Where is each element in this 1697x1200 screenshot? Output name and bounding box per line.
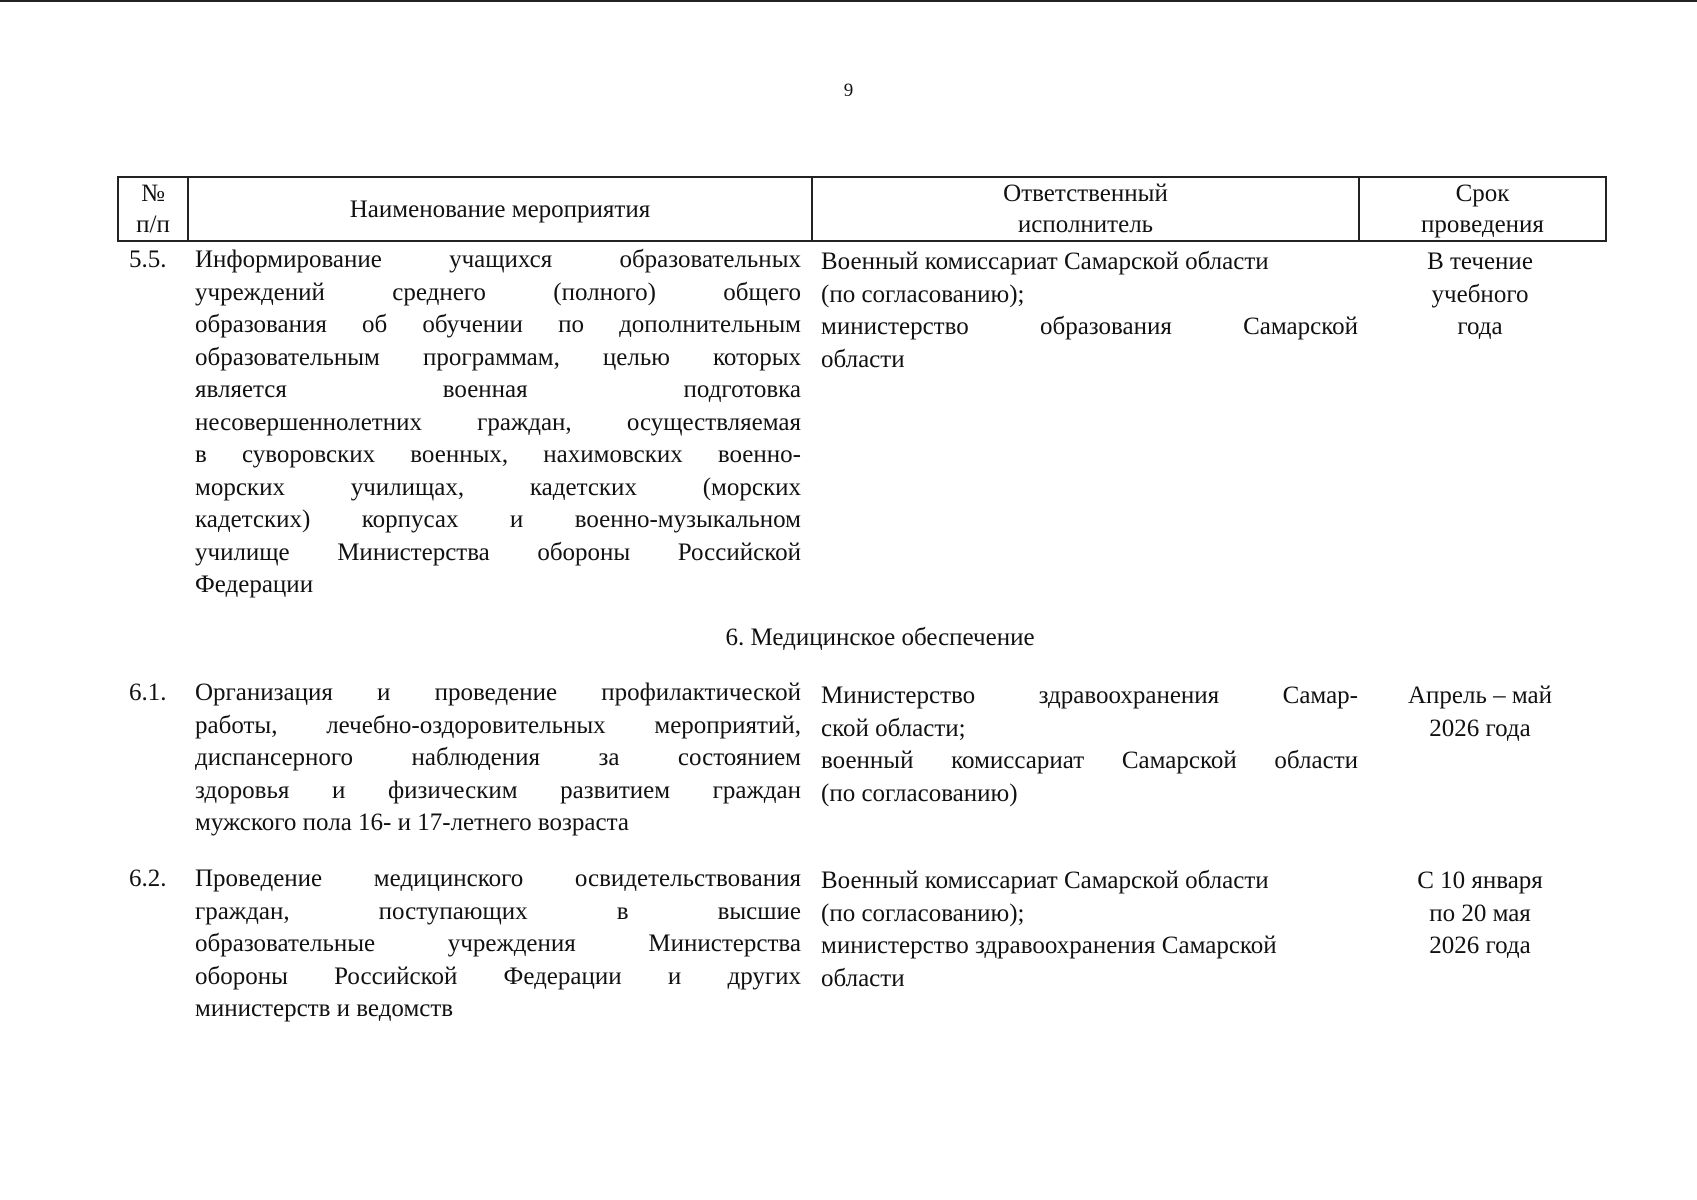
row-6-2-name-line: граждан, поступающих в высшие: [195, 897, 801, 925]
header-num-abbr: п/п: [136, 211, 170, 238]
row-5-5-date-line: В течение: [1427, 248, 1533, 275]
row-5-5-name-line: Информирование учащихся образовательных: [195, 246, 801, 273]
header-name-cell: [188, 177, 812, 241]
row-5-5-name-line: образовательным программам, целью которых: [195, 343, 801, 371]
row-6-1-resp-line: (по согласованию): [821, 779, 1018, 807]
row-6-1-resp-line: военный комиссариат Самарской области: [821, 747, 1358, 774]
row-6-2-name-line: Проведение медицинского освидетельствования: [195, 865, 801, 892]
row-6-1-resp-line: Министерство здравоохранения Самар-: [821, 682, 1358, 709]
row-6-2-date-line: по 20 мая: [1429, 899, 1531, 927]
row-6-1-resp-line: ской области;: [821, 714, 966, 742]
header-resp-line1: Ответственный: [1003, 180, 1168, 207]
section-6-title: 6. Медицинское обеспечение: [725, 624, 1035, 651]
row-5-5-date-line: учебного: [1431, 280, 1529, 308]
row-6-2-resp-line: (по согласованию);: [821, 899, 1025, 927]
header-resp-cell: [812, 177, 1359, 241]
row-5-5-resp-line: Военный комиссариат Самарской области: [821, 248, 1269, 275]
row-5-5-name: [195, 244, 801, 602]
header-name-label: Наименование мероприятия: [349, 195, 651, 223]
row-5-5-resp-line: (по согласованию);: [821, 280, 1025, 308]
row-6-2-number: 6.2.: [129, 865, 167, 892]
row-6-2-date-line: 2026 года: [1429, 932, 1531, 959]
row-6-2-date: [1362, 865, 1598, 963]
row-5-5-resp-line: области: [821, 345, 905, 373]
top-border-line: [0, 0, 1697, 2]
row-6-2-name-line: обороны Российской Федерации и других: [195, 962, 801, 990]
row-5-5-name-line: училище Министерства обороны Российской: [195, 538, 801, 566]
row-6-1-name-line: работы, лечебно-оздоровительных мероприятий,: [195, 711, 801, 739]
header-num-symbol: №: [141, 180, 165, 207]
row-5-5-name-line: морских училищах, кадетских (морских: [195, 473, 801, 501]
row-6-1-responsible: [821, 680, 1358, 810]
header-date-line1: Срок: [1455, 180, 1510, 207]
row-6-2-resp-line: Военный комиссариат Самарской области: [821, 867, 1269, 894]
header-date-line2: проведения: [1421, 211, 1544, 238]
row-6-1-number: 6.1.: [129, 679, 167, 706]
row-5-5-name-line: несовершеннолетних граждан, осуществляемая: [195, 408, 801, 436]
row-5-5-name-line: образования об обучении по дополнительным: [195, 311, 801, 338]
row-5-5-resp-line: министерство образования Самарской: [821, 313, 1358, 340]
row-5-5-name-line: учреждений среднего (полного) общего: [195, 278, 801, 306]
row-5-5-responsible: [821, 246, 1358, 376]
row-6-1-date: [1362, 680, 1598, 745]
row-5-5-name-line: является военная подготовка: [195, 376, 801, 403]
row-6-1-name-line: мужского пола 16- и 17-летнего возраста: [195, 809, 629, 836]
row-5-5-name-line: в суворовских военных, нахимовских военно-: [195, 441, 801, 468]
header-num-cell: [118, 177, 188, 241]
table-header: [117, 176, 1607, 242]
row-5-5-name-line: Федерации: [195, 571, 314, 598]
row-5-5-date-line: года: [1457, 313, 1503, 340]
row-6-1-name-line: диспансерного наблюдения за состоянием: [195, 744, 801, 771]
row-6-1-name: [195, 677, 801, 840]
row-6-1-date-line: Апрель – май: [1407, 682, 1553, 709]
row-6-2-name-line: министерств и ведомств: [195, 995, 454, 1022]
row-6-2-name-line: образовательные учреждения Министерства: [195, 930, 801, 957]
row-5-5-number: 5.5.: [129, 246, 167, 273]
row-6-1-name-line: Организация и проведение профилактической: [195, 679, 801, 706]
row-6-2-resp-line: области: [821, 964, 905, 992]
row-6-2-responsible: [821, 865, 1358, 995]
header-date-cell: [1359, 177, 1606, 241]
row-6-2-resp-line: министерство здравоохранения Самарской: [821, 932, 1277, 959]
page-number: 9: [843, 80, 854, 101]
row-5-5-name-line: кадетских) корпусах и военно-музыкальном: [195, 506, 801, 533]
row-6-2-date-line: С 10 января: [1417, 867, 1543, 894]
header-resp-line2: исполнитель: [1017, 211, 1154, 238]
row-5-5-date: [1362, 246, 1598, 344]
row-6-2-name: [195, 863, 801, 1026]
row-6-1-name-line: здоровья и физическим развитием граждан: [195, 776, 801, 804]
row-6-1-date-line: 2026 года: [1429, 714, 1531, 742]
